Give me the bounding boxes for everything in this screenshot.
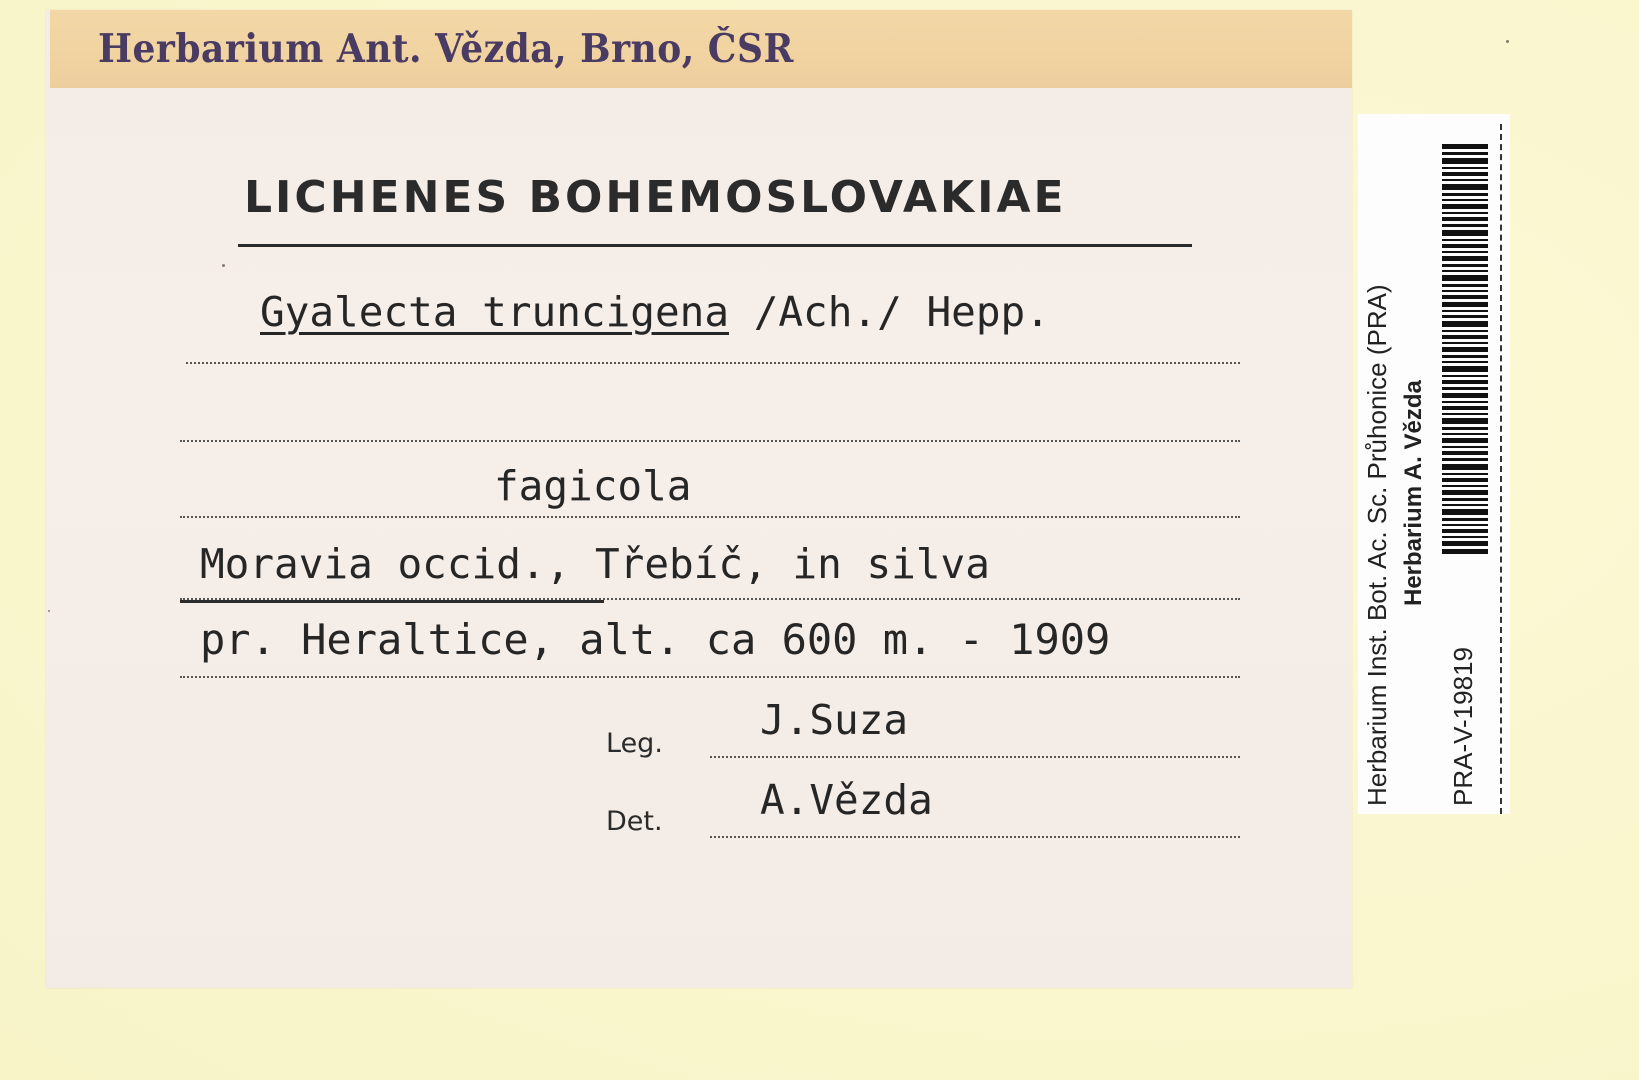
dotted-line-5 — [180, 676, 1240, 678]
dotted-line-det — [710, 836, 1240, 838]
collector-name: J.Suza — [760, 696, 909, 744]
species-line — [260, 288, 1050, 336]
barcode-label-dashed-edge — [1500, 124, 1502, 814]
dotted-line-2 — [180, 440, 1240, 442]
leg-label: Leg. — [606, 728, 663, 759]
title-underline — [238, 244, 1192, 247]
paper-speck — [48, 610, 50, 612]
institution-text: Herbarium Inst. Bot. Ac. Sc. Průhonice (PRA) — [1362, 284, 1392, 806]
herbarium-stamp: Herbarium Ant. Vězda, Brno, ČSR — [98, 26, 794, 72]
paper-speck — [222, 264, 225, 267]
locality-line-2: pr. Heraltice, alt. ca 600 m. - 1909 — [200, 615, 1111, 664]
substrate: fagicola — [494, 462, 692, 510]
dotted-line-1 — [186, 362, 1240, 364]
specimen-barcode — [1442, 144, 1488, 554]
species-author: /Ach./ Hepp. — [753, 288, 1050, 336]
paper-speck — [1506, 40, 1509, 43]
dotted-line-3 — [180, 516, 1240, 518]
specimen-envelope — [46, 10, 1352, 988]
det-label: Det. — [606, 806, 663, 837]
dotted-line-leg — [710, 756, 1240, 758]
label-title: LICHENES BOHEMOSLOVAKIAE — [244, 172, 1067, 223]
species-name: Gyalecta truncigena — [260, 288, 729, 336]
locality-line-1: Moravia occid., Třebíč, in silva — [200, 540, 990, 588]
collection-text: Herbarium A. Vězda — [1400, 380, 1427, 606]
specimen-id: PRA-V-19819 — [1448, 647, 1478, 806]
locality-underline — [180, 600, 604, 603]
determiner-name: A.Vězda — [760, 776, 933, 824]
